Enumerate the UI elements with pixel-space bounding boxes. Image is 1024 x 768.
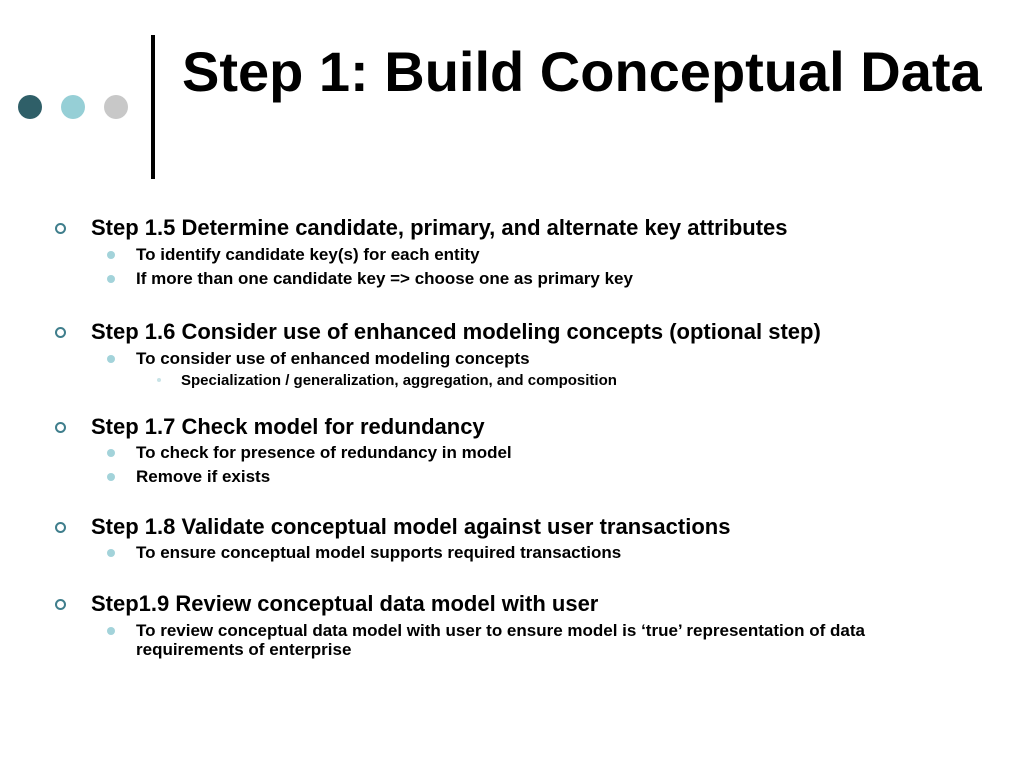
ring-bullet-icon xyxy=(55,327,66,338)
ring-bullet-icon xyxy=(55,522,66,533)
list-item xyxy=(136,269,966,288)
list-item xyxy=(136,543,966,562)
section-heading-text: Step 1.8 Validate conceptual model against user transactions xyxy=(91,514,731,539)
dot-bullet-icon xyxy=(107,549,115,557)
decorative-dot-dark xyxy=(18,95,42,119)
small-dot-bullet-icon xyxy=(157,378,161,382)
section-heading-text: Step 1.7 Check model for redundancy xyxy=(91,414,485,439)
list-item xyxy=(136,349,966,368)
ring-bullet-icon xyxy=(55,599,66,610)
slide-title: Step 1: Build Conceptual Data xyxy=(182,40,982,103)
list-item xyxy=(136,621,966,659)
list-item xyxy=(136,245,966,264)
dot-bullet-icon xyxy=(107,355,115,363)
list-item-text: To check for presence of redundancy in model xyxy=(136,443,512,462)
title-divider xyxy=(151,35,155,179)
decorative-dot-grey xyxy=(104,95,128,119)
sub-list-item xyxy=(181,372,617,390)
list-item-text: To identify candidate key(s) for each entity xyxy=(136,245,480,264)
ring-bullet-icon xyxy=(55,223,66,234)
list-item-text: If more than one candidate key => choose one as primary key xyxy=(136,269,633,288)
list-item-text: To consider use of enhanced modeling concepts xyxy=(136,349,530,368)
list-item-text: To review conceptual data model with user to ensure model is ‘true’ representation of data requirements of enterprise xyxy=(136,621,865,659)
section-heading-step-1-7 xyxy=(91,414,485,440)
list-item xyxy=(136,467,966,486)
section-heading-step-1-6 xyxy=(91,319,821,345)
list-item-text: Remove if exists xyxy=(136,467,271,486)
dot-bullet-icon xyxy=(107,251,115,259)
dot-bullet-icon xyxy=(107,275,115,283)
dot-bullet-icon xyxy=(107,449,115,457)
section-heading-step-1-8 xyxy=(91,514,730,540)
list-item xyxy=(136,443,966,462)
dot-bullet-icon xyxy=(107,473,115,481)
decorative-dot-light xyxy=(61,95,85,119)
section-heading-text: Step 1.5 Determine candidate, primary, and alternate key attributes xyxy=(91,215,788,240)
section-heading-step-1-9 xyxy=(91,591,598,617)
section-heading-text: Step 1.6 Consider use of enhanced modeling concepts (optional step) xyxy=(91,319,821,344)
ring-bullet-icon xyxy=(55,422,66,433)
section-heading-text: Step1.9 Review conceptual data model with user xyxy=(91,591,599,616)
sub-list-item-text: Specialization / generalization, aggregation, and composition xyxy=(181,372,617,389)
list-item-text: To ensure conceptual model supports required transactions xyxy=(136,543,622,562)
dot-bullet-icon xyxy=(107,627,115,635)
section-heading-step-1-5 xyxy=(91,215,788,241)
